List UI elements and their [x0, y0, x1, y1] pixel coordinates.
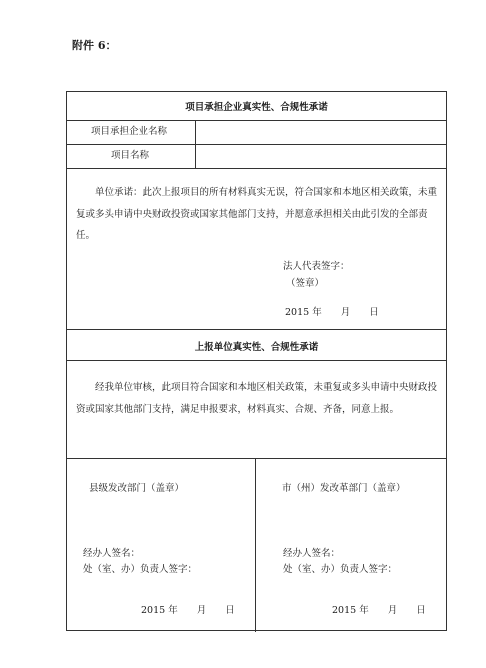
divider	[67, 360, 446, 361]
annex-label: 附件 6：	[72, 39, 117, 52]
county-handler-signature-label: 经办人签名：	[83, 548, 141, 559]
city-date: 2015 年 月 日	[332, 605, 426, 616]
divider	[67, 144, 446, 145]
divider	[67, 329, 446, 330]
divider	[67, 120, 446, 121]
section1-title: 项目承担企业真实性、合规性承诺	[185, 102, 328, 113]
county-head-signature-label: 处（室、办）负责人签字：	[83, 564, 198, 575]
signature-column-divider	[255, 458, 256, 632]
company-commitment-text: 单位承诺：此次上报项目的所有材料真实无误，符合国家和本地区相关政策，未重复或多头申请中央财政投资或国家其他部门支持，并愿意承担相关由此引发的全部责任。	[76, 187, 438, 241]
county-dept-seal-label: 县级发改部门（盖章）	[89, 483, 185, 494]
legal-representative-signature-label: 法人代表签字：	[283, 261, 350, 272]
section1-date: 2015 年 月 日	[285, 307, 379, 318]
section2-title: 上报单位真实性、合规性承诺	[194, 342, 319, 353]
county-date: 2015 年 月 日	[141, 605, 235, 616]
divider	[67, 458, 446, 459]
divider	[67, 168, 446, 169]
company-name-label: 项目承担企业名称	[91, 126, 168, 137]
signature-seal-label: （签章）	[286, 278, 325, 289]
city-head-signature-label: 处（室、办）负责人签字：	[283, 564, 398, 575]
label-column-divider	[195, 120, 196, 168]
reporting-unit-commitment-text: 经我单位审核，此项目符合国家和本地区相关政策，未重复或多头申请中央财政投资或国家其他部门支持，满足申报要求，材料真实、合规、齐备，同意上报。	[76, 382, 438, 415]
commitment-form-table	[66, 91, 447, 631]
city-dept-seal-label: 市（州）发改革部门（盖章）	[282, 483, 406, 494]
project-name-label: 项目名称	[111, 150, 150, 161]
city-handler-signature-label: 经办人签名：	[283, 548, 341, 559]
